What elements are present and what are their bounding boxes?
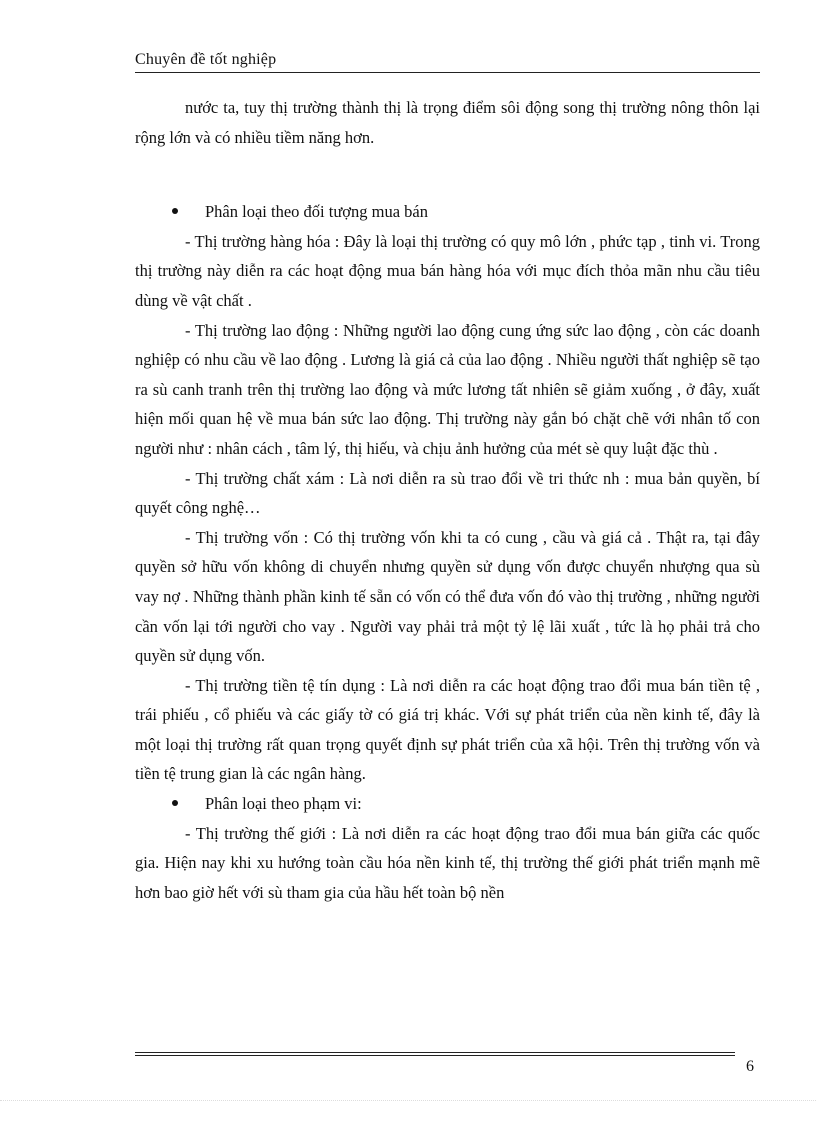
body-text [135,93,760,907]
bullet-item-1 [135,197,760,227]
paragraph-6: - Thị trường tiền tệ tín dụng : Là nơi diễn ra các hoạt động trao đổi mua bán tiền tệ , trái phiếu , cổ phiếu và các giấy tờ có giá trị khác. Với sự phát triển của nền kinh tế, đây là một loại thị trường rất quan trọng quyết định sự phát triển của xã hội. Trên thị trường vốn và tiền tệ trung gian là các ngân hàng. [135,675,760,784]
paragraph-3: - Thị trường lao động : Những người lao động cung ứng sức lao động , còn các doanh nghiệp có nhu cầu về lao động . Lương là giá cả của lao động . Nhiều người thất nghiệp sẽ tạo ra sù canh tranh trên thị trường lao động và mức lương tất nhiên sẽ giảm xuống , ở đây, xuất hiện mối quan hệ về mua bán sức lao động. Thị trường này gắn bó chặt chẽ với nhân tố con người như : nhân cách , tâm lý, thị hiếu, và chịu ảnh hưởng của mét sè quy luật đặc thù . [135,320,760,458]
bullet-text-1: Phân loại theo đối tượng mua bán [205,202,428,222]
bullet-icon [172,800,178,806]
footer-divider-bottom [135,1055,735,1056]
paragraph-7: - Thị trường thế giới : Là nơi diễn ra các hoạt động trao đổi mua bán giữa các quốc gia. Hiện nay khi xu hướng toàn cầu hóa nền kinh tế, thị trường thế giới phát triển mạnh mẽ hơn bao giờ hết với sù tham gia của hầu hết toàn bộ nền [135,823,760,902]
bullet-item-2 [135,789,760,819]
header-title: Chuyên đề tốt nghiệp [135,51,277,68]
paragraph-gap [135,152,760,197]
page-number: 6 [746,1058,754,1075]
page-edge-dotted-line [0,1100,816,1101]
paragraph-1: nước ta, tuy thị trường thành thị là trọng điểm sôi động song thị trường nông thôn lại rộng lớn và có nhiều tiềm năng hơn. [135,98,760,147]
header-divider [135,72,760,73]
bullet-text-2: Phân loại theo phạm vi: [205,794,362,814]
footer-divider-top [135,1052,735,1053]
paragraph-5: - Thị trường vốn : Có thị trường vốn khi ta có cung , cầu và giá cả . Thật ra, tại đây quyền sở hữu vốn không di chuyển nhưng quyền sử dụng vốn được chuyển nhượng qua sù vay nợ . Những thành phần kinh tế sẵn có vốn có thể đưa vốn đó vào thị trường , những người cần vốn lại tới người cho vay . Người vay phải trả một tỷ lệ lãi xuất , tức là họ phải trả cho quyền sử dụng vốn. [135,527,760,666]
paragraph-2: - Thị trường hàng hóa : Đây là loại thị trường có quy mô lớn , phức tạp , tinh vi. Trong thị trường này diễn ra các hoạt động mua bán hàng hóa với mục đích thỏa mãn nhu cầu tiêu dùng về vật chất . [135,231,760,310]
bullet-icon [172,208,178,214]
paragraph-4: - Thị trường chất xám : Là nơi diễn ra sù trao đổi về tri thức nh : mua bản quyền, bí quyết công nghệ… [135,468,760,518]
